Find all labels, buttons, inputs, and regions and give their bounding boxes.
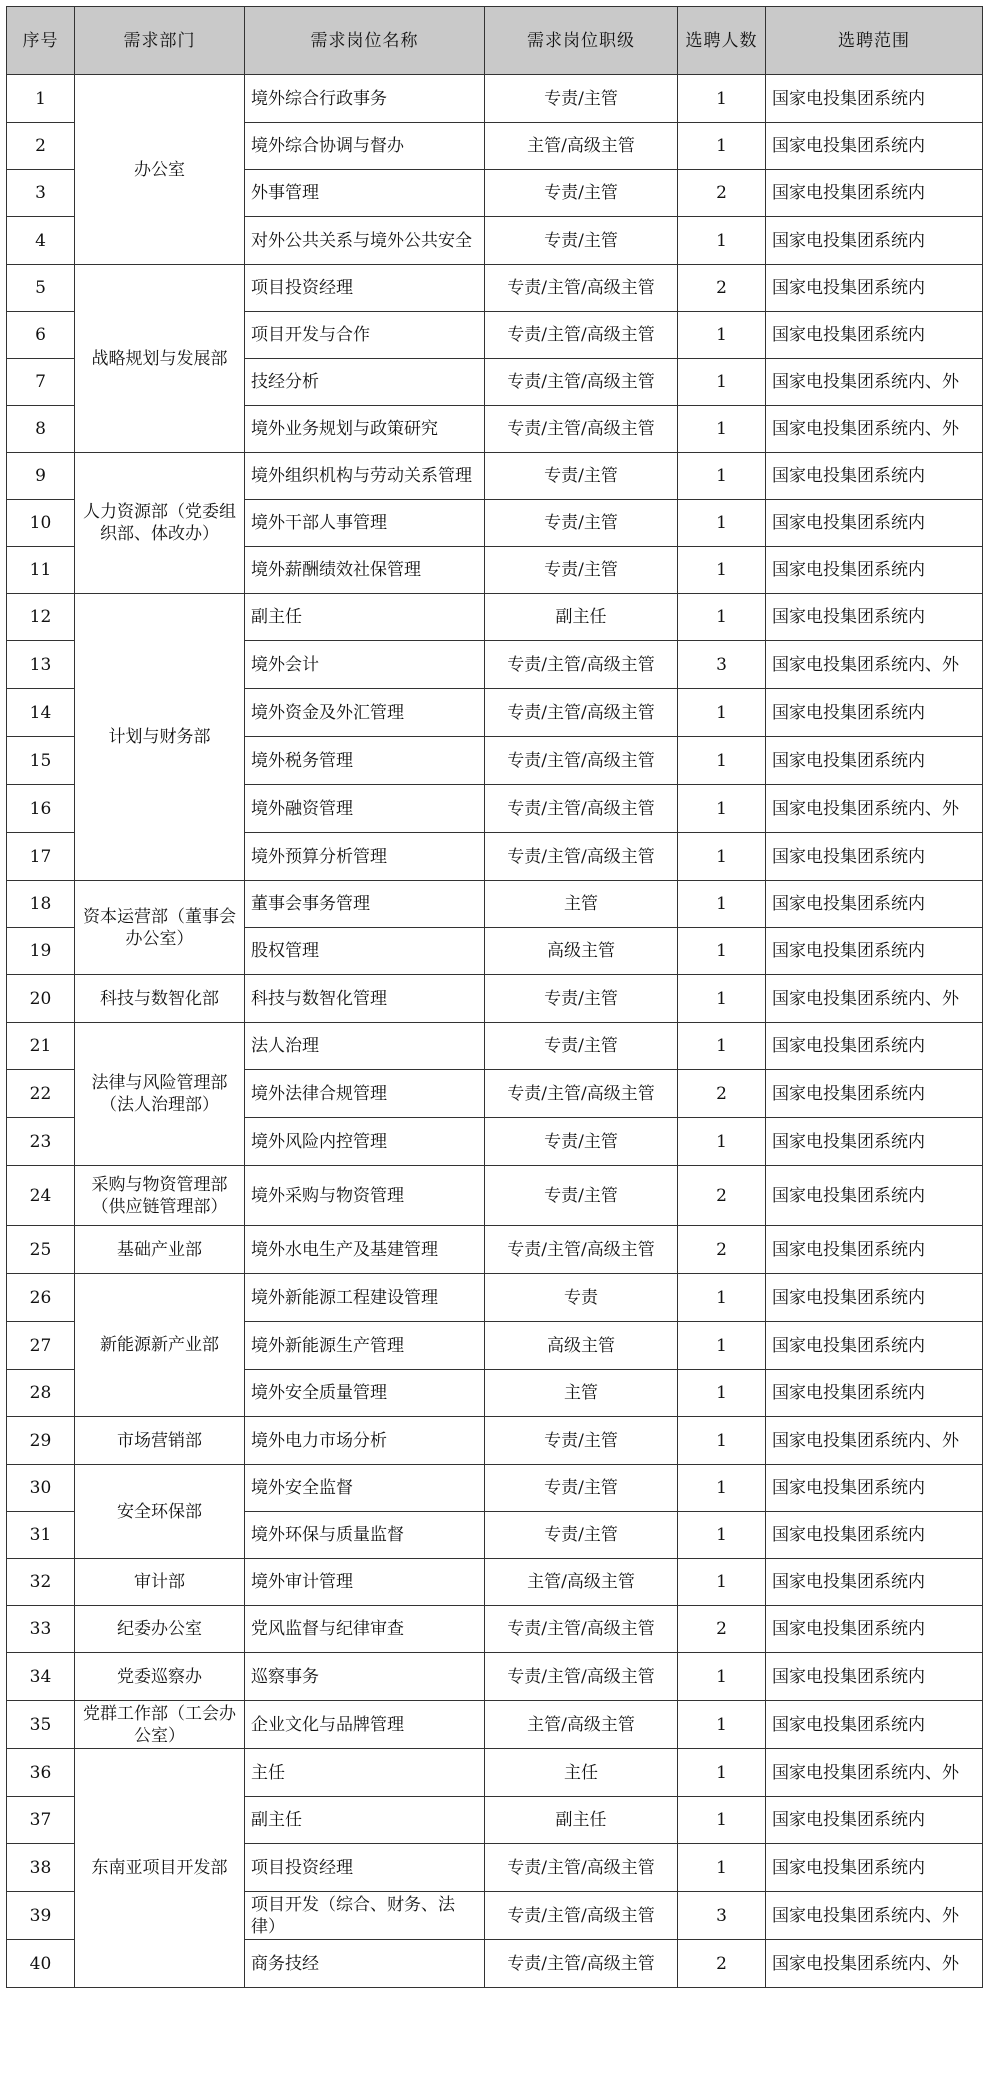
position-level: 专责/主管 <box>485 1512 678 1559</box>
position-level: 专责/主管/高级主管 <box>485 265 678 312</box>
hire-count: 1 <box>678 1559 766 1606</box>
hire-scope: 国家电投集团系统内 <box>766 1606 983 1653</box>
row-number: 37 <box>7 1797 75 1844</box>
department-name: 党群工作部（工会办公室） <box>75 1701 245 1749</box>
position-level: 专责/主管/高级主管 <box>485 1606 678 1653</box>
row-number: 3 <box>7 170 75 217</box>
hire-count: 1 <box>678 1417 766 1465</box>
table-row <box>7 1226 983 1274</box>
position-name: 股权管理 <box>245 928 485 975</box>
position-level: 主管/高级主管 <box>485 123 678 170</box>
row-number: 6 <box>7 312 75 359</box>
hire-scope: 国家电投集团系统内 <box>766 1512 983 1559</box>
position-level: 专责/主管 <box>485 1023 678 1070</box>
hire-scope: 国家电投集团系统内 <box>766 123 983 170</box>
hire-scope: 国家电投集团系统内 <box>766 1166 983 1226</box>
department-name: 纪委办公室 <box>75 1606 245 1653</box>
hire-scope: 国家电投集团系统内 <box>766 1844 983 1892</box>
header-count: 选聘人数 <box>678 7 766 75</box>
row-number: 39 <box>7 1892 75 1940</box>
hire-scope: 国家电投集团系统内 <box>766 1701 983 1749</box>
row-number: 31 <box>7 1512 75 1559</box>
position-level: 主管 <box>485 881 678 928</box>
header-position: 需求岗位名称 <box>245 7 485 75</box>
hire-count: 2 <box>678 170 766 217</box>
hire-count: 1 <box>678 1370 766 1417</box>
hire-scope: 国家电投集团系统内 <box>766 1653 983 1701</box>
table-row <box>7 1417 983 1465</box>
department-name: 人力资源部（党委组织部、体改办） <box>75 453 245 594</box>
position-name: 项目开发与合作 <box>245 312 485 359</box>
position-name: 企业文化与品牌管理 <box>245 1701 485 1749</box>
hire-count: 1 <box>678 785 766 833</box>
row-number: 28 <box>7 1370 75 1417</box>
department-name: 法律与风险管理部（法人治理部） <box>75 1023 245 1166</box>
row-number: 15 <box>7 737 75 785</box>
hire-scope: 国家电投集团系统内 <box>766 833 983 881</box>
hire-count: 1 <box>678 500 766 547</box>
department-name: 东南亚项目开发部 <box>75 1749 245 1988</box>
position-name: 境外综合行政事务 <box>245 75 485 123</box>
table-row <box>7 453 983 500</box>
row-number: 35 <box>7 1701 75 1749</box>
position-level: 副主任 <box>485 1797 678 1844</box>
position-level: 专责/主管 <box>485 1417 678 1465</box>
position-name: 科技与数智化管理 <box>245 975 485 1023</box>
position-name: 境外审计管理 <box>245 1559 485 1606</box>
row-number: 34 <box>7 1653 75 1701</box>
hire-count: 1 <box>678 1512 766 1559</box>
position-level: 专责/主管/高级主管 <box>485 737 678 785</box>
department-name: 办公室 <box>75 75 245 265</box>
position-name: 项目开发（综合、财务、法律） <box>245 1892 485 1940</box>
position-name: 境外融资管理 <box>245 785 485 833</box>
header-no: 序号 <box>7 7 75 75</box>
header-level: 需求岗位职级 <box>485 7 678 75</box>
hire-count: 2 <box>678 265 766 312</box>
row-number: 20 <box>7 975 75 1023</box>
hire-count: 3 <box>678 641 766 689</box>
position-name: 商务技经 <box>245 1940 485 1988</box>
row-number: 32 <box>7 1559 75 1606</box>
hire-scope: 国家电投集团系统内、外 <box>766 359 983 406</box>
table-row <box>7 1559 983 1606</box>
hire-scope: 国家电投集团系统内 <box>766 217 983 265</box>
table-row <box>7 1465 983 1512</box>
row-number: 38 <box>7 1844 75 1892</box>
position-name: 境外干部人事管理 <box>245 500 485 547</box>
position-level: 主管/高级主管 <box>485 1701 678 1749</box>
hire-scope: 国家电投集团系统内 <box>766 1070 983 1118</box>
position-name: 境外电力市场分析 <box>245 1417 485 1465</box>
row-number: 24 <box>7 1166 75 1226</box>
hire-scope: 国家电投集团系统内、外 <box>766 1892 983 1940</box>
department-name: 新能源新产业部 <box>75 1274 245 1417</box>
table-row <box>7 881 983 928</box>
hire-count: 1 <box>678 123 766 170</box>
row-number: 4 <box>7 217 75 265</box>
row-number: 22 <box>7 1070 75 1118</box>
hire-scope: 国家电投集团系统内 <box>766 453 983 500</box>
row-number: 7 <box>7 359 75 406</box>
position-name: 副主任 <box>245 594 485 641</box>
department-name: 审计部 <box>75 1559 245 1606</box>
hire-scope: 国家电投集团系统内 <box>766 1370 983 1417</box>
position-level: 专责/主管/高级主管 <box>485 1940 678 1988</box>
hire-count: 1 <box>678 881 766 928</box>
position-name: 境外综合协调与督办 <box>245 123 485 170</box>
hire-count: 2 <box>678 1070 766 1118</box>
hire-scope: 国家电投集团系统内 <box>766 928 983 975</box>
hire-scope: 国家电投集团系统内 <box>766 1465 983 1512</box>
table-row <box>7 1653 983 1701</box>
table-row <box>7 75 983 123</box>
position-level: 专责/主管 <box>485 975 678 1023</box>
hire-count: 1 <box>678 1322 766 1370</box>
hire-scope: 国家电投集团系统内、外 <box>766 1940 983 1988</box>
department-name: 市场营销部 <box>75 1417 245 1465</box>
table-row <box>7 1274 983 1322</box>
hire-count: 1 <box>678 406 766 453</box>
row-number: 21 <box>7 1023 75 1070</box>
hire-count: 1 <box>678 453 766 500</box>
row-number: 2 <box>7 123 75 170</box>
hire-count: 1 <box>678 928 766 975</box>
hire-scope: 国家电投集团系统内、外 <box>766 975 983 1023</box>
position-level: 专责/主管/高级主管 <box>485 641 678 689</box>
hire-scope: 国家电投集团系统内 <box>766 1274 983 1322</box>
hire-count: 1 <box>678 1465 766 1512</box>
hire-count: 2 <box>678 1226 766 1274</box>
position-level: 专责/主管 <box>485 217 678 265</box>
position-name: 法人治理 <box>245 1023 485 1070</box>
position-level: 专责/主管 <box>485 75 678 123</box>
department-name: 资本运营部（董事会办公室） <box>75 881 245 975</box>
position-name: 境外采购与物资管理 <box>245 1166 485 1226</box>
position-name: 项目投资经理 <box>245 1844 485 1892</box>
position-level: 高级主管 <box>485 1322 678 1370</box>
hire-count: 1 <box>678 1274 766 1322</box>
position-name: 境外组织机构与劳动关系管理 <box>245 453 485 500</box>
hire-count: 1 <box>678 75 766 123</box>
hire-count: 1 <box>678 1844 766 1892</box>
row-number: 16 <box>7 785 75 833</box>
position-level: 专责/主管 <box>485 1166 678 1226</box>
table-row <box>7 1701 983 1749</box>
position-level: 专责/主管 <box>485 1118 678 1166</box>
row-number: 26 <box>7 1274 75 1322</box>
position-name: 项目投资经理 <box>245 265 485 312</box>
row-number: 10 <box>7 500 75 547</box>
table-row <box>7 1023 983 1070</box>
table-row <box>7 975 983 1023</box>
header-row <box>7 7 983 75</box>
hire-count: 1 <box>678 833 766 881</box>
recruitment-table <box>6 6 983 1988</box>
position-level: 专责/主管/高级主管 <box>485 359 678 406</box>
position-name: 境外薪酬绩效社保管理 <box>245 547 485 594</box>
position-name: 党风监督与纪律审查 <box>245 1606 485 1653</box>
hire-scope: 国家电投集团系统内 <box>766 881 983 928</box>
hire-count: 1 <box>678 359 766 406</box>
department-name: 计划与财务部 <box>75 594 245 881</box>
hire-scope: 国家电投集团系统内 <box>766 312 983 359</box>
position-name: 境外业务规划与政策研究 <box>245 406 485 453</box>
hire-count: 1 <box>678 312 766 359</box>
position-name: 主任 <box>245 1749 485 1797</box>
position-level: 高级主管 <box>485 928 678 975</box>
hire-scope: 国家电投集团系统内、外 <box>766 406 983 453</box>
department-name: 采购与物资管理部（供应链管理部） <box>75 1166 245 1226</box>
hire-scope: 国家电投集团系统内 <box>766 170 983 217</box>
hire-scope: 国家电投集团系统内 <box>766 500 983 547</box>
position-level: 专责/主管 <box>485 500 678 547</box>
header-department: 需求部门 <box>75 7 245 75</box>
table-row <box>7 594 983 641</box>
hire-count: 1 <box>678 689 766 737</box>
department-name: 战略规划与发展部 <box>75 265 245 453</box>
hire-count: 1 <box>678 975 766 1023</box>
position-level: 专责/主管 <box>485 170 678 217</box>
position-name: 境外环保与质量监督 <box>245 1512 485 1559</box>
position-name: 巡察事务 <box>245 1653 485 1701</box>
row-number: 8 <box>7 406 75 453</box>
hire-count: 1 <box>678 1023 766 1070</box>
position-name: 境外风险内控管理 <box>245 1118 485 1166</box>
position-level: 专责/主管/高级主管 <box>485 689 678 737</box>
hire-scope: 国家电投集团系统内 <box>766 1559 983 1606</box>
table-row <box>7 1749 983 1797</box>
hire-scope: 国家电投集团系统内 <box>766 75 983 123</box>
position-level: 主管 <box>485 1370 678 1417</box>
hire-count: 3 <box>678 1892 766 1940</box>
position-level: 专责/主管/高级主管 <box>485 785 678 833</box>
hire-scope: 国家电投集团系统内 <box>766 1023 983 1070</box>
row-number: 9 <box>7 453 75 500</box>
position-level: 专责/主管/高级主管 <box>485 833 678 881</box>
position-level: 专责/主管/高级主管 <box>485 1892 678 1940</box>
hire-scope: 国家电投集团系统内、外 <box>766 1417 983 1465</box>
hire-count: 2 <box>678 1166 766 1226</box>
position-name: 境外新能源工程建设管理 <box>245 1274 485 1322</box>
hire-count: 1 <box>678 217 766 265</box>
position-name: 董事会事务管理 <box>245 881 485 928</box>
department-name: 党委巡察办 <box>75 1653 245 1701</box>
row-number: 36 <box>7 1749 75 1797</box>
position-level: 主管/高级主管 <box>485 1559 678 1606</box>
hire-count: 2 <box>678 1940 766 1988</box>
row-number: 19 <box>7 928 75 975</box>
row-number: 18 <box>7 881 75 928</box>
hire-count: 1 <box>678 594 766 641</box>
hire-scope: 国家电投集团系统内 <box>766 1118 983 1166</box>
hire-scope: 国家电投集团系统内 <box>766 737 983 785</box>
department-name: 科技与数智化部 <box>75 975 245 1023</box>
department-name: 安全环保部 <box>75 1465 245 1559</box>
department-name: 基础产业部 <box>75 1226 245 1274</box>
hire-scope: 国家电投集团系统内 <box>766 689 983 737</box>
row-number: 33 <box>7 1606 75 1653</box>
hire-scope: 国家电投集团系统内 <box>766 1797 983 1844</box>
hire-count: 2 <box>678 1606 766 1653</box>
position-level: 专责/主管 <box>485 547 678 594</box>
hire-scope: 国家电投集团系统内 <box>766 547 983 594</box>
hire-count: 1 <box>678 1653 766 1701</box>
row-number: 25 <box>7 1226 75 1274</box>
position-name: 境外税务管理 <box>245 737 485 785</box>
row-number: 17 <box>7 833 75 881</box>
position-name: 境外安全质量管理 <box>245 1370 485 1417</box>
position-level: 副主任 <box>485 594 678 641</box>
hire-scope: 国家电投集团系统内、外 <box>766 785 983 833</box>
table-row <box>7 1606 983 1653</box>
hire-count: 1 <box>678 1797 766 1844</box>
position-name: 境外法律合规管理 <box>245 1070 485 1118</box>
row-number: 14 <box>7 689 75 737</box>
row-number: 12 <box>7 594 75 641</box>
table-row <box>7 265 983 312</box>
row-number: 1 <box>7 75 75 123</box>
position-name: 境外安全监督 <box>245 1465 485 1512</box>
position-name: 技经分析 <box>245 359 485 406</box>
row-number: 30 <box>7 1465 75 1512</box>
position-level: 专责/主管 <box>485 453 678 500</box>
row-number: 29 <box>7 1417 75 1465</box>
row-number: 5 <box>7 265 75 312</box>
row-number: 40 <box>7 1940 75 1988</box>
position-name: 对外公共关系与境外公共安全 <box>245 217 485 265</box>
header-scope: 选聘范围 <box>766 7 983 75</box>
row-number: 27 <box>7 1322 75 1370</box>
table-body <box>7 75 983 1988</box>
hire-scope: 国家电投集团系统内、外 <box>766 1749 983 1797</box>
row-number: 11 <box>7 547 75 594</box>
position-name: 境外会计 <box>245 641 485 689</box>
position-level: 主任 <box>485 1749 678 1797</box>
hire-scope: 国家电投集团系统内 <box>766 265 983 312</box>
table-row <box>7 1166 983 1226</box>
position-name: 境外新能源生产管理 <box>245 1322 485 1370</box>
position-level: 专责/主管/高级主管 <box>485 406 678 453</box>
hire-count: 1 <box>678 1701 766 1749</box>
position-level: 专责/主管/高级主管 <box>485 1226 678 1274</box>
position-name: 外事管理 <box>245 170 485 217</box>
position-level: 专责/主管 <box>485 1465 678 1512</box>
row-number: 23 <box>7 1118 75 1166</box>
position-name: 境外资金及外汇管理 <box>245 689 485 737</box>
position-name: 副主任 <box>245 1797 485 1844</box>
row-number: 13 <box>7 641 75 689</box>
hire-scope: 国家电投集团系统内 <box>766 1226 983 1274</box>
hire-scope: 国家电投集团系统内、外 <box>766 641 983 689</box>
hire-count: 1 <box>678 737 766 785</box>
hire-scope: 国家电投集团系统内 <box>766 1322 983 1370</box>
position-name: 境外水电生产及基建管理 <box>245 1226 485 1274</box>
hire-count: 1 <box>678 547 766 594</box>
position-level: 专责/主管/高级主管 <box>485 1070 678 1118</box>
hire-count: 1 <box>678 1118 766 1166</box>
hire-count: 1 <box>678 1749 766 1797</box>
hire-scope: 国家电投集团系统内 <box>766 594 983 641</box>
position-level: 专责 <box>485 1274 678 1322</box>
position-level: 专责/主管/高级主管 <box>485 312 678 359</box>
position-name: 境外预算分析管理 <box>245 833 485 881</box>
position-level: 专责/主管/高级主管 <box>485 1844 678 1892</box>
position-level: 专责/主管/高级主管 <box>485 1653 678 1701</box>
